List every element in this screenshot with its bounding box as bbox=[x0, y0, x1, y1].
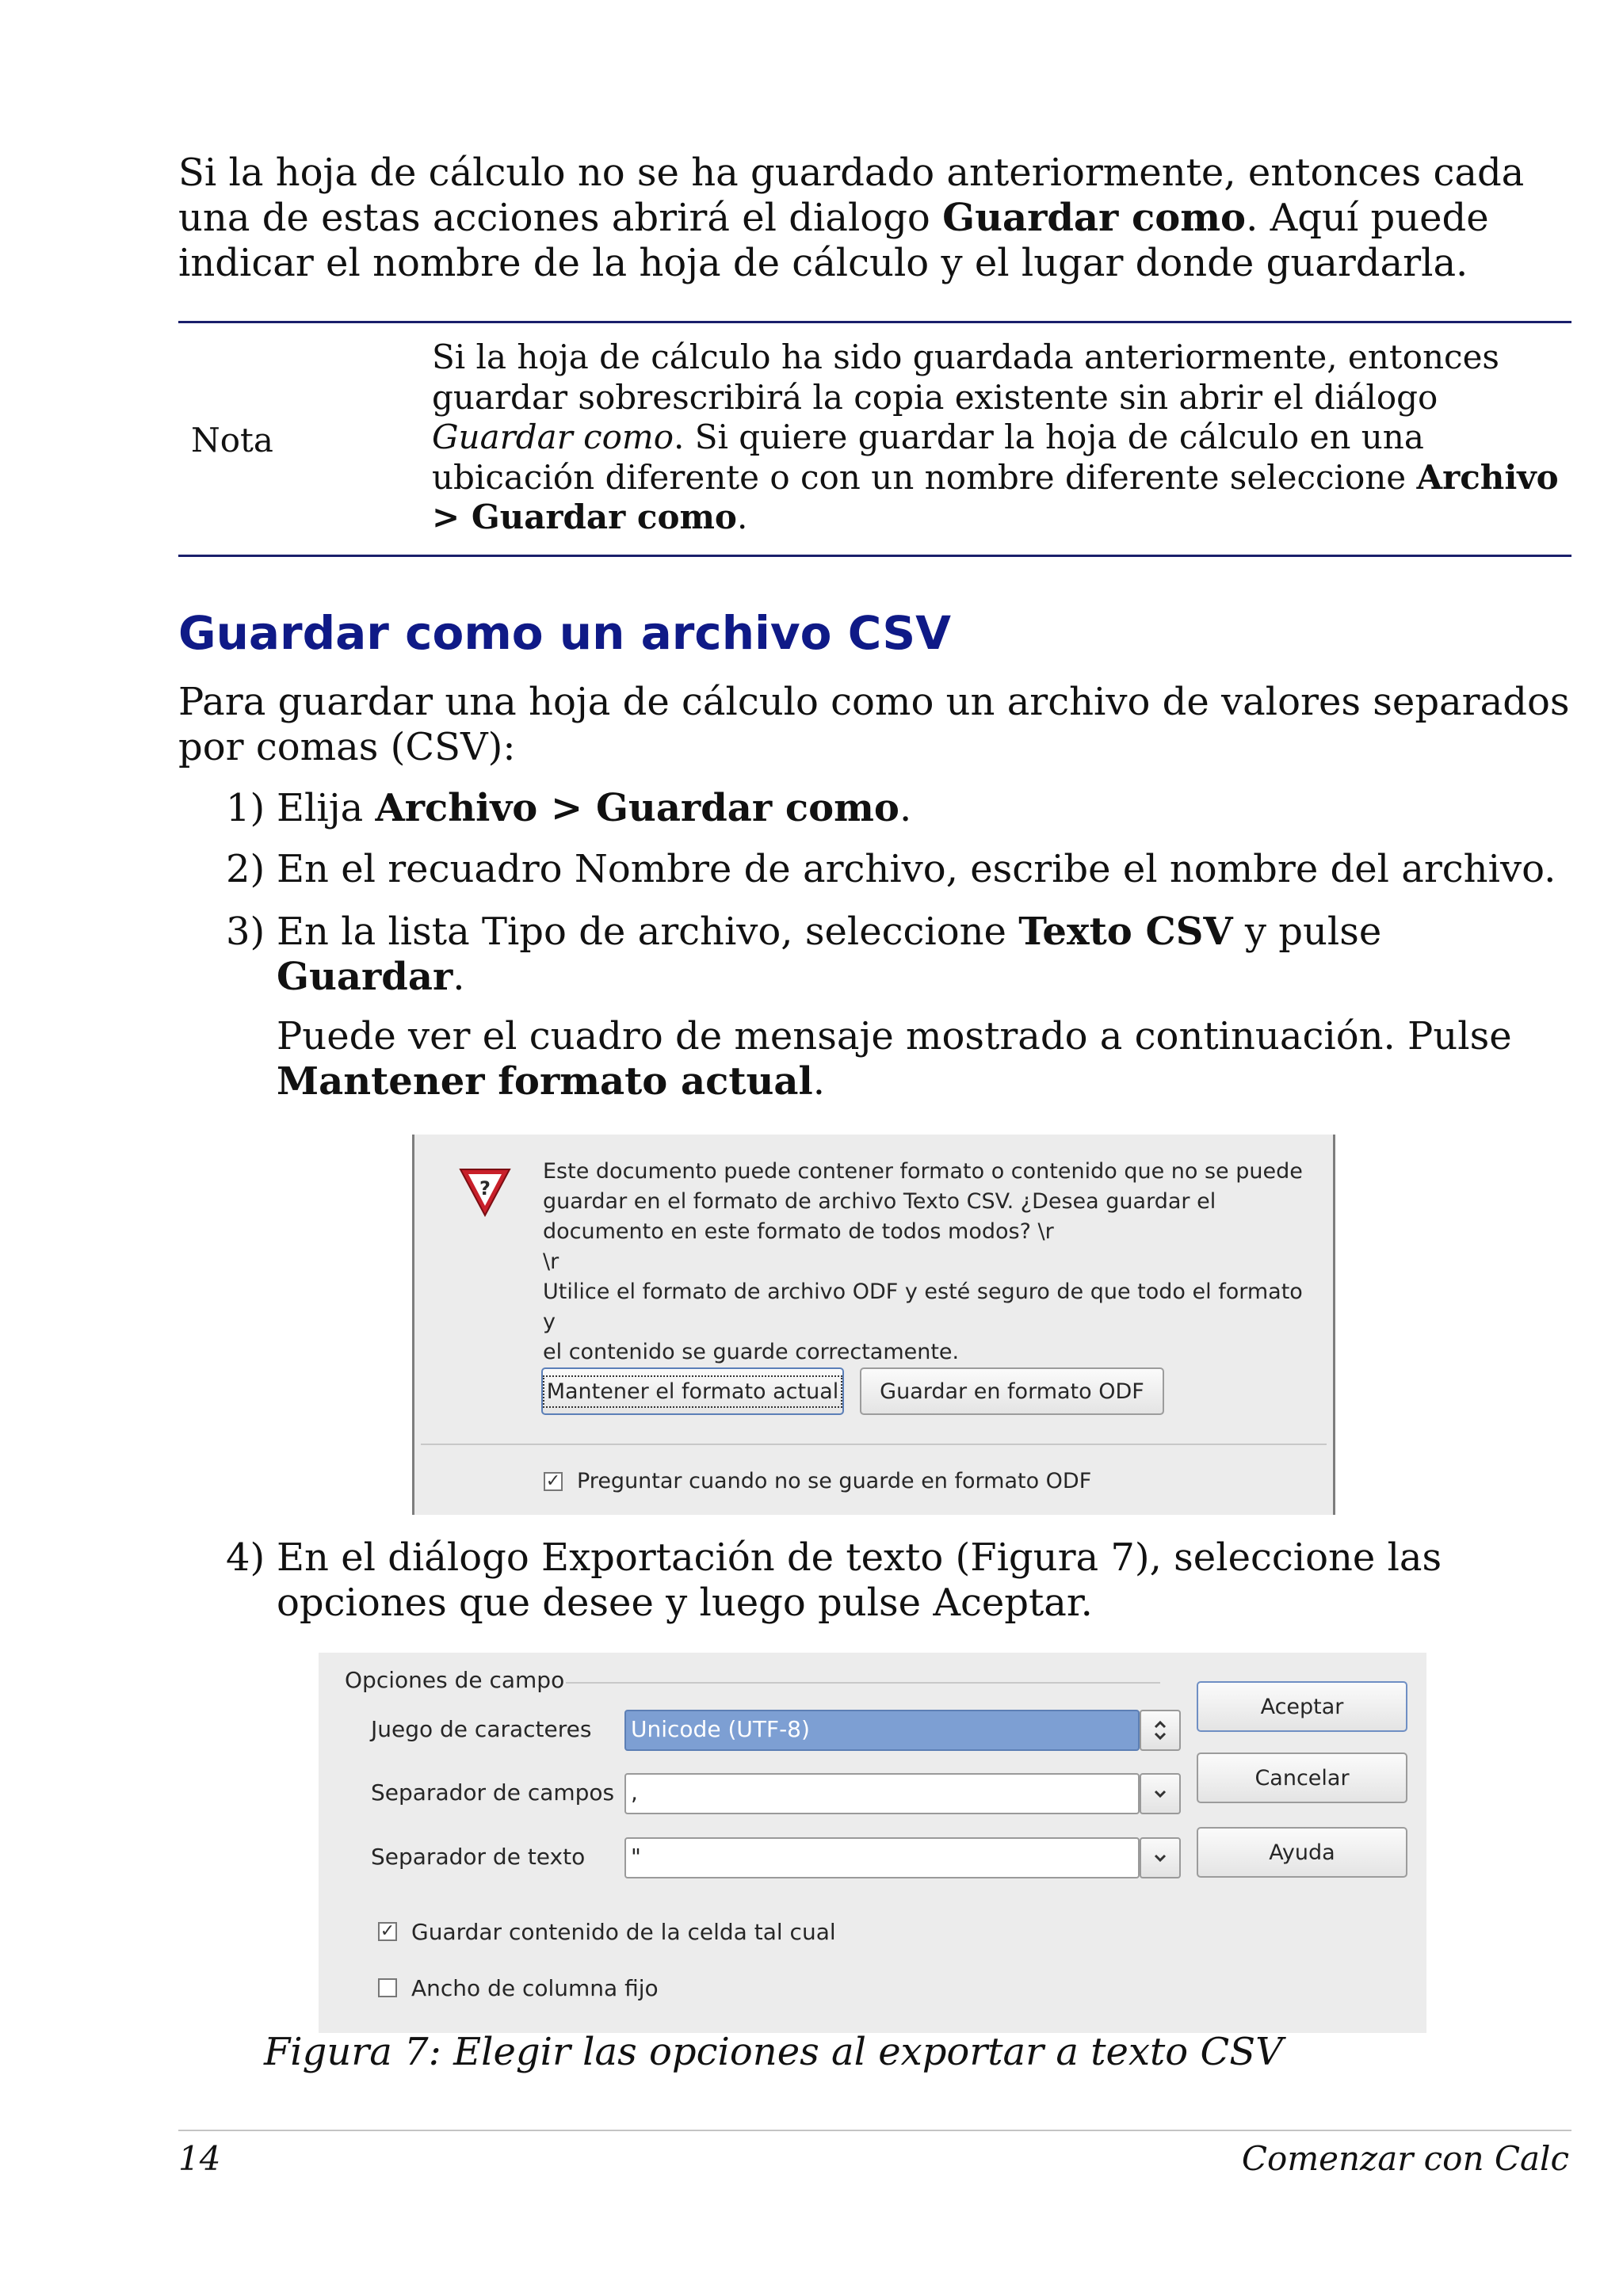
book-title: Comenzar con Calc bbox=[1241, 2139, 1569, 2178]
ok-button[interactable]: Aceptar bbox=[1197, 1681, 1407, 1732]
save-as-shown-label: Guardar contenido de la celda tal cual bbox=[411, 1919, 836, 1945]
chevron-down-icon[interactable] bbox=[1140, 1773, 1181, 1814]
text-separator-label: Separador de texto bbox=[371, 1844, 586, 1870]
field-separator-label: Separador de campos bbox=[371, 1779, 615, 1806]
chevron-down-icon[interactable] bbox=[1140, 1837, 1181, 1878]
note-text: Si la hoja de cálculo ha sido guardada anteriormente, entonces guardar sobrescribirá la copia existente sin abrir el diálogo Guardar como. Si quiere guardar la hoja de cálculo en una ubicación diferente o con un nombre diferente seleccione Archivo > Guardar como. bbox=[432, 338, 1559, 536]
warning-question-icon bbox=[457, 1165, 513, 1219]
save-odf-button[interactable]: Guardar en formato ODF bbox=[860, 1367, 1164, 1415]
fixed-width-label: Ancho de columna fijo bbox=[411, 1975, 659, 2001]
spin-arrows-icon[interactable] bbox=[1140, 1710, 1181, 1751]
keep-format-button[interactable]: Mantener el formato actual bbox=[541, 1367, 844, 1415]
group-separator bbox=[566, 1682, 1160, 1684]
section-heading: Guardar como un archivo CSV bbox=[178, 606, 952, 660]
charset-select[interactable]: Unicode (UTF-8) bbox=[624, 1710, 1140, 1751]
section-intro: Para guardar una hoja de cálculo como un archivo de valores separados por comas (CSV): bbox=[178, 680, 1570, 769]
figure-caption: Figura 7: Elegir las opciones al exportar a texto CSV bbox=[264, 2030, 1283, 2074]
ask-odf-label: Preguntar cuando no se guarde en formato ODF bbox=[577, 1469, 1092, 1493]
svg-text:?: ? bbox=[479, 1177, 491, 1199]
footer-rule bbox=[178, 2130, 1571, 2131]
cancel-button[interactable]: Cancelar bbox=[1197, 1753, 1407, 1803]
charset-label: Juego de caracteres bbox=[371, 1716, 592, 1742]
fixed-width-checkbox[interactable] bbox=[378, 1978, 397, 1997]
dialog-message: Este documento puede contener formato o contenido que no se puede guardar en el formato de archivo Texto CSV. ¿Desea guardar el documento en este formato de todos modos? \r \r Utilice el formato de archivo ODF y esté seguro de que todo el formato y el contenido se guarde correctamente. bbox=[543, 1159, 1303, 1364]
keep-format-dialog bbox=[412, 1135, 1335, 1515]
dialog-separator bbox=[421, 1444, 1327, 1445]
note-label: Nota bbox=[191, 421, 273, 460]
field-separator-input[interactable]: , bbox=[624, 1773, 1140, 1814]
save-as-shown-checkbox[interactable]: ✓ bbox=[378, 1922, 397, 1941]
text-separator-input[interactable]: " bbox=[624, 1837, 1140, 1878]
intro-text: Si la hoja de cálculo no se ha guardado anteriormente, entonces cada una de estas acciones abrirá el dialogo Guardar como. Aquí puede indicar el nombre de la hoja de cálculo y el lugar donde guardarla. bbox=[178, 151, 1525, 285]
page-number: 14 bbox=[178, 2139, 221, 2178]
ask-odf-checkbox[interactable]: ✓ bbox=[544, 1472, 563, 1491]
help-button[interactable]: Ayuda bbox=[1197, 1827, 1407, 1878]
note-box bbox=[178, 321, 1571, 557]
text-export-dialog bbox=[319, 1653, 1426, 2033]
field-options-group-title: Opciones de campo bbox=[345, 1667, 565, 1693]
intro-paragraph bbox=[178, 151, 1573, 286]
